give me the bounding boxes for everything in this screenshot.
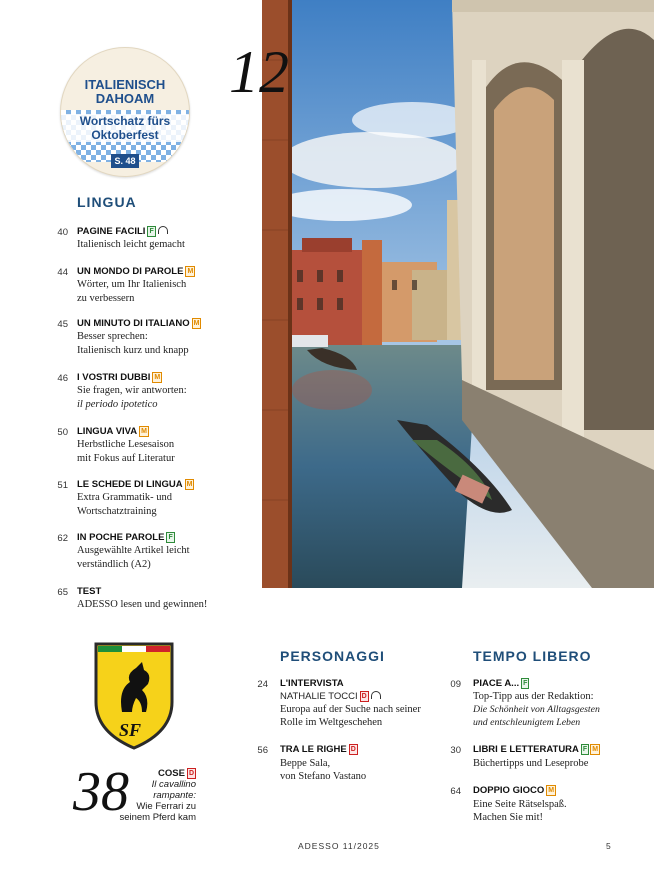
entry-title-text: I VOSTRI DUBBI: [77, 372, 151, 383]
page-number: 45: [57, 319, 68, 330]
cose-line1: Il cavallino: [151, 779, 196, 790]
entry-title-text: PIACE A...: [473, 678, 520, 689]
entry-subline: Italienisch leicht gemacht: [77, 239, 185, 250]
cose-title[interactable]: [158, 768, 196, 779]
entry-subline: Ausgewählte Artikel leicht: [77, 545, 190, 556]
badge-line1: ITALIENISCH: [84, 77, 166, 92]
difficulty-tag-d: D: [361, 693, 367, 700]
headphones-icon: [371, 691, 381, 699]
page-number: 44: [57, 267, 68, 278]
cose-title-text: COSE: [158, 768, 185, 779]
entry-title-text: UN MONDO DI PAROLE: [77, 266, 184, 277]
difficulty-tag-f: F: [523, 680, 528, 687]
page-number: 40: [57, 227, 68, 238]
section-title-personaggi: PERSONAGGI: [280, 648, 385, 664]
entry-title-text: UN MINUTO DI ITALIANO: [77, 318, 190, 329]
entry-subline: Rolle im Weltgeschehen: [280, 717, 383, 728]
page-highlight-number: 12: [229, 39, 289, 105]
entry-title-text: DOPPIO GIOCO: [473, 785, 545, 796]
entry-subline-italic: il periodo ipotetico: [77, 398, 158, 410]
entry-title-libri-e-letteratura[interactable]: [473, 744, 600, 756]
difficulty-tag-m: M: [193, 320, 200, 327]
entry-title[interactable]: [77, 372, 162, 384]
entry-subline: Beppe Sala,: [280, 758, 331, 769]
ferrari-shield-logo: [92, 640, 176, 752]
entry-title[interactable]: [77, 318, 201, 330]
difficulty-tag-f: F: [149, 228, 154, 235]
entry-subline: ADESSO lesen und gewinnen!: [77, 599, 208, 610]
entry-subline: Europa auf der Suche nach seiner: [280, 704, 421, 715]
page-number: 50: [57, 427, 68, 438]
difficulty-tag-d: D: [188, 770, 194, 777]
entry-title-tra-le-righe[interactable]: [280, 744, 358, 756]
entry-name-line: [280, 690, 381, 704]
difficulty-tag-f: F: [582, 746, 588, 753]
badge-line2: DAHOAM: [95, 91, 155, 106]
entry-subline: verständlich (A2): [77, 558, 151, 570]
entry-title-text: LIBRI E LETTERATURA: [473, 744, 579, 755]
entry-title-doppio-gioco[interactable]: [473, 785, 556, 797]
oktoberfest-badge[interactable]: [60, 47, 190, 177]
entry-title[interactable]: [77, 226, 168, 238]
difficulty-tag-d: D: [350, 746, 356, 753]
page-number: 24: [257, 679, 268, 690]
entry-title[interactable]: [77, 266, 195, 278]
entry-subline: Büchertipps und Leseprobe: [473, 758, 589, 769]
page-number: 09: [450, 679, 461, 690]
entry-title-text: LINGUA VIVA: [77, 426, 138, 437]
entry-title-text: LE SCHEDE DI LINGUA: [77, 479, 183, 490]
cose-big-number: 38: [73, 761, 129, 823]
venice-canal-photo: [262, 0, 654, 588]
entry-title-piace-a[interactable]: [473, 678, 529, 690]
badge-line3: Wortschatz fürs: [61, 114, 189, 128]
page-number: 64: [450, 786, 461, 797]
interviewee-name: NATHALIE TOCCI: [280, 691, 358, 702]
entry-subline: Sie fragen, wir antworten:: [77, 385, 187, 396]
entry-subline: Italienisch kurz und knapp: [77, 344, 189, 356]
entry-title[interactable]: [77, 586, 101, 598]
entry-title[interactable]: [77, 426, 149, 438]
entry-subline: von Stefano Vastano: [280, 771, 367, 782]
page-number: 62: [57, 533, 68, 544]
badge-line4: Oktoberfest: [61, 128, 189, 142]
entry-subline: Wörter, um Ihr Italienisch: [77, 279, 187, 290]
entry-subline: Extra Grammatik- und: [77, 492, 173, 503]
entry-subline: zu verbessern: [77, 292, 135, 304]
entry-title[interactable]: [77, 532, 175, 544]
entry-title-text: TRA LE RIGHE: [280, 744, 347, 755]
difficulty-tag-m: M: [186, 481, 193, 488]
entry-subline: Besser sprechen:: [77, 331, 148, 342]
entry-subline-italic: und entschleunigtem Leben: [473, 717, 581, 728]
entry-subline: Top-Tipp aus der Redaktion:: [473, 691, 594, 702]
entry-subline: Eine Seite Rätselspaß.: [473, 799, 567, 810]
difficulty-tag-m: M: [154, 374, 161, 381]
entry-subline-italic: Die Schönheit von Alltagsgesten: [473, 704, 600, 715]
page-number: 30: [450, 745, 461, 756]
footer-page-number: 5: [606, 841, 612, 851]
difficulty-tag-m: M: [187, 268, 194, 275]
difficulty-tag-m: M: [592, 746, 599, 753]
section-title-tempo-libero: TEMPO LIBERO: [473, 648, 592, 664]
entry-title[interactable]: [77, 479, 194, 491]
entry-title-text: PAGINE FACILI: [77, 226, 146, 237]
cose-line2: rampante:: [153, 790, 196, 801]
cose-line4: seinem Pferd kam: [119, 812, 196, 823]
page-number: 56: [257, 745, 268, 756]
entry-title-text: IN POCHE PAROLE: [77, 532, 165, 543]
entry-title-text: TEST: [77, 586, 102, 597]
difficulty-tag-f: F: [168, 534, 173, 541]
difficulty-tag-m: M: [141, 428, 148, 435]
badge-page-ref: S. 48: [111, 154, 139, 168]
svg-text:SF: SF: [119, 720, 142, 740]
footer-magazine-issue: ADESSO 11/2025: [298, 841, 380, 851]
cose-line3: Wie Ferrari zu: [136, 801, 196, 812]
section-title-lingua: LINGUA: [77, 194, 137, 210]
entry-subline: Machen Sie mit!: [473, 812, 543, 823]
headphones-icon: [158, 226, 168, 234]
entry-subline: Herbstliche Lesesaison: [77, 439, 175, 450]
entry-subline: Wortschatztraining: [77, 505, 157, 517]
entry-subline: mit Fokus auf Literatur: [77, 452, 175, 464]
entry-title-lintervista[interactable]: L'INTERVISTA: [280, 678, 344, 689]
difficulty-tag-m: M: [548, 787, 555, 794]
page-number: 46: [57, 373, 68, 384]
page-number: 65: [57, 587, 68, 598]
page-number: 51: [57, 480, 68, 491]
